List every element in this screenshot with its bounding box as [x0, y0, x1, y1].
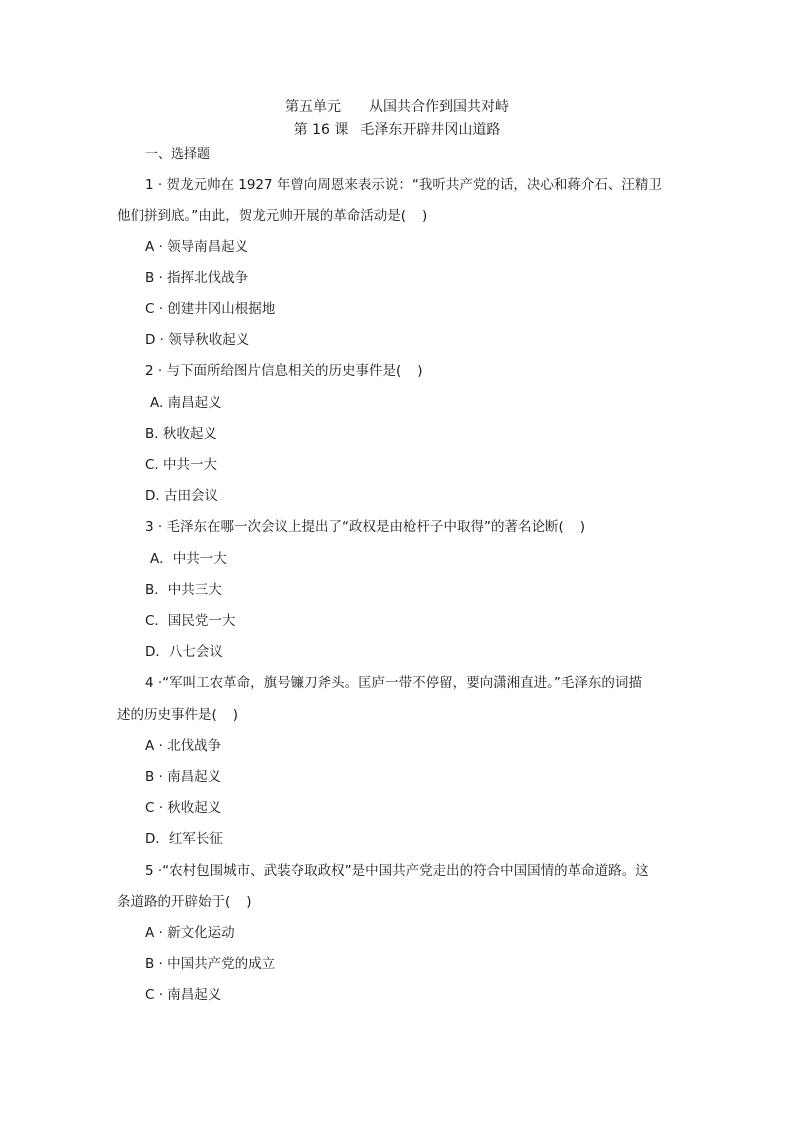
- lesson-number: 第 16 课: [293, 122, 349, 138]
- question-1-option-c: C · 创建井冈山根据地: [145, 301, 276, 317]
- unit-number: 第五单元: [285, 99, 341, 115]
- question-1-line-2: 他们拼到底。”由此，贺龙元帅开展的革命活动是( ): [117, 208, 428, 224]
- question-2-option-c: C. 中共一大: [145, 457, 218, 473]
- question-3-option-b: B．中共三大: [145, 582, 222, 598]
- question-1-line-1: 1 · 贺龙元帅在 1927 年曾向周恩来表示说：“我听共产党的话，决心和蒋介石、汪精卫: [145, 177, 662, 193]
- lesson-title: 毛泽东开辟井冈山道路: [360, 122, 501, 138]
- question-1-option-b: B · 指挥北伐战争: [145, 270, 249, 286]
- question-5-option-b: B · 中国共产党的成立: [145, 956, 276, 972]
- question-1-option-d: D · 领导秋收起义: [145, 332, 250, 348]
- question-5-line-1: 5 ·“农村包围城市、武装夺取政权”是中国共产党走出的符合中国国情的革命道路。这: [145, 863, 649, 879]
- lesson-heading: [0, 121, 794, 139]
- question-3-line-1: 3 · 毛泽东在哪一次会议上提出了“政权是由枪杆子中取得”的著名论断( ): [145, 519, 585, 535]
- question-2-line-1: 2 · 与下面所给图片信息相关的历史事件是( ): [145, 363, 423, 379]
- question-2-option-d: D. 古田会议: [145, 488, 218, 504]
- question-4-line-1: 4 ·“军叫工农革命，旗号镰刀斧头。匡庐一带不停留，要向潇湘直进。”毛泽东的词描: [145, 675, 642, 691]
- question-2-option-a: A. 南昌起义: [150, 395, 222, 411]
- question-4-option-a: A · 北伐战争: [145, 738, 222, 754]
- question-3-option-a: A．中共一大: [150, 551, 227, 567]
- question-3-option-d: D．八七会议: [145, 644, 223, 660]
- section-heading: 一、选择题: [145, 147, 211, 162]
- question-4-line-2: 述的历史事件是( ): [117, 707, 239, 723]
- question-1-option-a: A · 领导南昌起义: [145, 239, 249, 255]
- question-4-option-b: B · 南昌起义: [145, 769, 222, 785]
- question-5-line-2: 条道路的开辟始于( ): [117, 894, 252, 910]
- question-3-option-c: C．国民党一大: [145, 613, 236, 629]
- question-4-option-c: C · 秋收起义: [145, 800, 222, 816]
- question-5-option-a: A · 新文化运动: [145, 925, 235, 941]
- unit-title: 从国共合作到国共对峙: [369, 99, 509, 115]
- question-4-option-d: D．红军长征: [145, 831, 223, 847]
- unit-heading: [0, 98, 794, 116]
- question-5-option-c: C · 南昌起义: [145, 987, 222, 1003]
- question-2-option-b: B. 秋收起义: [145, 426, 217, 442]
